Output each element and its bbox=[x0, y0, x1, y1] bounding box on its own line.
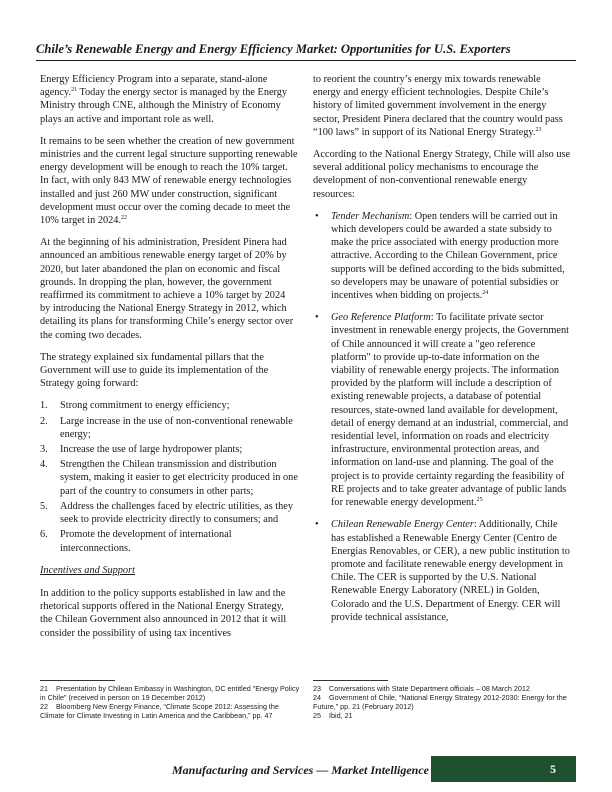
list-item: 6. Promote the development of international interconnections. bbox=[40, 529, 232, 554]
footnote: 22 Bloomberg New Energy Finance, “Climate Scope 2012: Assessing the Climate for Climate Investing in Latin America and the Caribbean,” pp. 47 bbox=[40, 702, 279, 721]
list-item: 4. Strengthen the Chilean transmission and distribution system, making it easier to get electricity produced in one part of the country to consumers in other parts; bbox=[40, 459, 298, 497]
page-number-box bbox=[431, 756, 576, 782]
header-rule bbox=[36, 60, 576, 61]
section-subheading: Incentives and Support bbox=[40, 564, 135, 576]
bullet-icon: • bbox=[315, 210, 319, 222]
paragraph: It remains to be seen whether the creation of new government ministries and the current legal structure supporting renewable energy development will be enough to reach the 10% target. In fact, with only 843 MW of renewable energy technologies installed and just 260 MW under construction, significant development must occur over the coming decade to meet the 10% target in 2024.22 bbox=[40, 135, 298, 227]
footnote: 21 Presentation by Chilean Embassy in Washington, DC entitled "Energy Policy in Chile" (received in person on 19 December 2012) bbox=[40, 683, 300, 702]
footnotes-left bbox=[40, 680, 302, 721]
pillars-list bbox=[40, 399, 298, 554]
paragraph: According to the National Energy Strategy, Chile will also use several additional policy mechanisms to encourage the development of non-conventional renewable energy resources: bbox=[313, 149, 571, 200]
paragraph: At the beginning of his administration, President Pinera had announced an ambitious renewable energy target of 20% by 2020, but later abandoned the plan on economic and fiscal grounds. In dropping the plan, however, the government reaffirmed its commitment to achieve a 10% target by 2024 by introducing the National Energy Strategy in 2012, which detailing its plans for transforming Chile’s energy sector over the coming two decades. bbox=[40, 237, 294, 341]
running-header bbox=[36, 42, 576, 56]
footnote-ref[interactable]: 25 bbox=[476, 497, 483, 504]
mechanisms-list bbox=[313, 210, 571, 624]
footnote: 25 Ibid, 21 bbox=[313, 711, 353, 721]
header-title: Chile’s Renewable Energy and Energy Efficiency Market: Opportunities for U.S. Exporters bbox=[36, 42, 511, 56]
list-item: 1. Strong commitment to energy efficiency; bbox=[40, 400, 230, 412]
list-item: • Chilean Renewable Energy Center: Additionally, Chile has established a Renewable Energy Center (Centro de Energias Renovables, or CER), a new public institution to promote and facilitate renewable energy development in Chile. The CER is supported by the U.S. National Renewable Energy Laboratory (NREL) in Golden, Colorado and the U.S. Department of Energy. CER will provide technical assistance, bbox=[315, 519, 570, 623]
paragraph: Energy Efficiency Program into a separate, stand-alone agency.$^{21}$ Today the energy sector is managed by the Energy Ministry through CNE, although the Ministry of Economy plays an active and important role as well. bbox=[40, 74, 288, 125]
footnote-rule bbox=[313, 680, 388, 681]
footnote-ref[interactable]: 22 bbox=[121, 215, 128, 222]
paragraph: The strategy explained six fundamental pillars that the Government will use to guide its implementation of the Strategy going forward: bbox=[40, 351, 269, 390]
footnote: 23 Conversations with State Department officials – 08 March 2012 bbox=[313, 683, 530, 693]
paragraph: to reorient the country’s energy mix towards renewable energy and energy efficient technologies. Despite Chile’s history of limited government involvement in the energy sector, President Pinera declared that the country would pass “100 laws” in support of its National Energy Strategy.$^{23}$ bbox=[313, 74, 563, 138]
paragraph: In addition to the policy supports established in law and the rhetorical supports offered in the National Energy Strategy, the Chilean Government also announced in 2012 that it will consider the possibility of using tax incentives bbox=[40, 587, 287, 639]
list-item: 2. Large increase in the use of non-conventional renewable energy; bbox=[40, 415, 293, 440]
footnotes-right bbox=[313, 680, 575, 721]
list-item: 3. Increase the use of large hydropower plants; bbox=[40, 444, 243, 456]
right-column bbox=[313, 73, 571, 633]
list-item: • Tender Mechanism: Open tenders will be carried out in which developers could be awarded a state subsidy to make the price associated with energy production more attractive. According to the Chilean Government, price supports will be defined according to the bids submitted, so developers may be unaware of potential subsidies or incentives when bidding on projects.$^{24}$ bbox=[315, 210, 565, 302]
page-number: 5 bbox=[550, 762, 556, 776]
footer-title: Manufacturing and Services — Market Intelligence bbox=[172, 763, 430, 777]
footnote-ref[interactable]: 21 bbox=[71, 87, 78, 94]
list-item: 5. Address the challenges faced by electric utilities, as they seek to provide electricity directly to consumers; and bbox=[40, 500, 294, 526]
footnote: 24 Government of Chile, “National Energy Strategy 2012-2030: Energy for the Future,” pp. 21 (February 2012) bbox=[313, 693, 567, 712]
left-column bbox=[40, 73, 298, 649]
bullet-icon: • bbox=[315, 519, 319, 531]
footnote-ref[interactable]: 23 bbox=[535, 126, 542, 133]
footnote-ref[interactable]: 24 bbox=[482, 290, 489, 297]
footnote-rule bbox=[40, 680, 115, 681]
bullet-icon: • bbox=[315, 312, 319, 324]
list-item: • Geo Reference Platform: To facilitate private sector investment in renewable energy projects, the Government of Chile announced it will create a "geo reference platform" to provide up-to-date information on the viability of renewable energy projects. The information provided by the platform will include a description of existing renewable projects, a database of potential resources, state-owned land available for development, detail of energy demand at an industrial, commercial, and residential level, information on roads and electricity infrastructure, environmental protection areas, and information on land-use and planning. The goal of the project is to provide certainty regarding the feasibility of RE projects and to take greater advantage of public lands for renewable energy development.$^{25}$ bbox=[315, 312, 569, 509]
